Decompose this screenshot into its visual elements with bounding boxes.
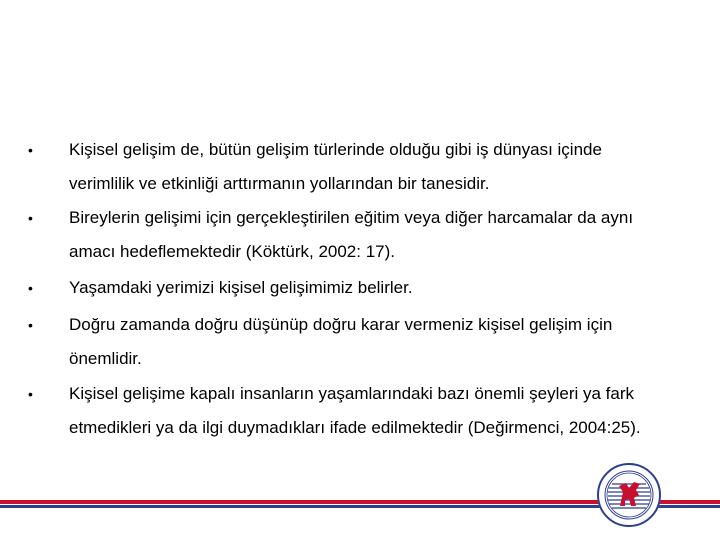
- bullet-marker: •: [28, 280, 33, 296]
- bullet-text: Kişisel gelişim de, bütün gelişim türlerinde olduğu gibi iş dünyası içinde verimlilik ve etkinliği arttırmanın yollarından bir tanesidir.: [69, 140, 602, 193]
- bullet-marker: •: [28, 142, 33, 158]
- bullet-text: Kişisel gelişime kapalı insanların yaşamlarındaki bazı önemli şeyleri ya fark etmedikleri ya da ilgi duymadıkları ifade edilmektedir (Değirmenci, 2004:25).: [69, 384, 641, 437]
- bullet-marker: •: [28, 386, 33, 402]
- university-seal-icon: [596, 462, 662, 528]
- bullet-marker: •: [28, 317, 33, 333]
- bullet-marker: •: [28, 210, 33, 226]
- bullet-text: Doğru zamanda doğru düşünüp doğru karar vermeniz kişisel gelişim için önemlidir.: [69, 315, 613, 368]
- bullet-text: Yaşamdaki yerimizi kişisel gelişimimiz belirler.: [69, 278, 413, 297]
- bullet-text: Bireylerin gelişimi için gerçekleştirilen eğitim veya diğer harcamalar da aynı amacı hedeflemektedir (Köktürk, 2002: 17).: [69, 208, 634, 261]
